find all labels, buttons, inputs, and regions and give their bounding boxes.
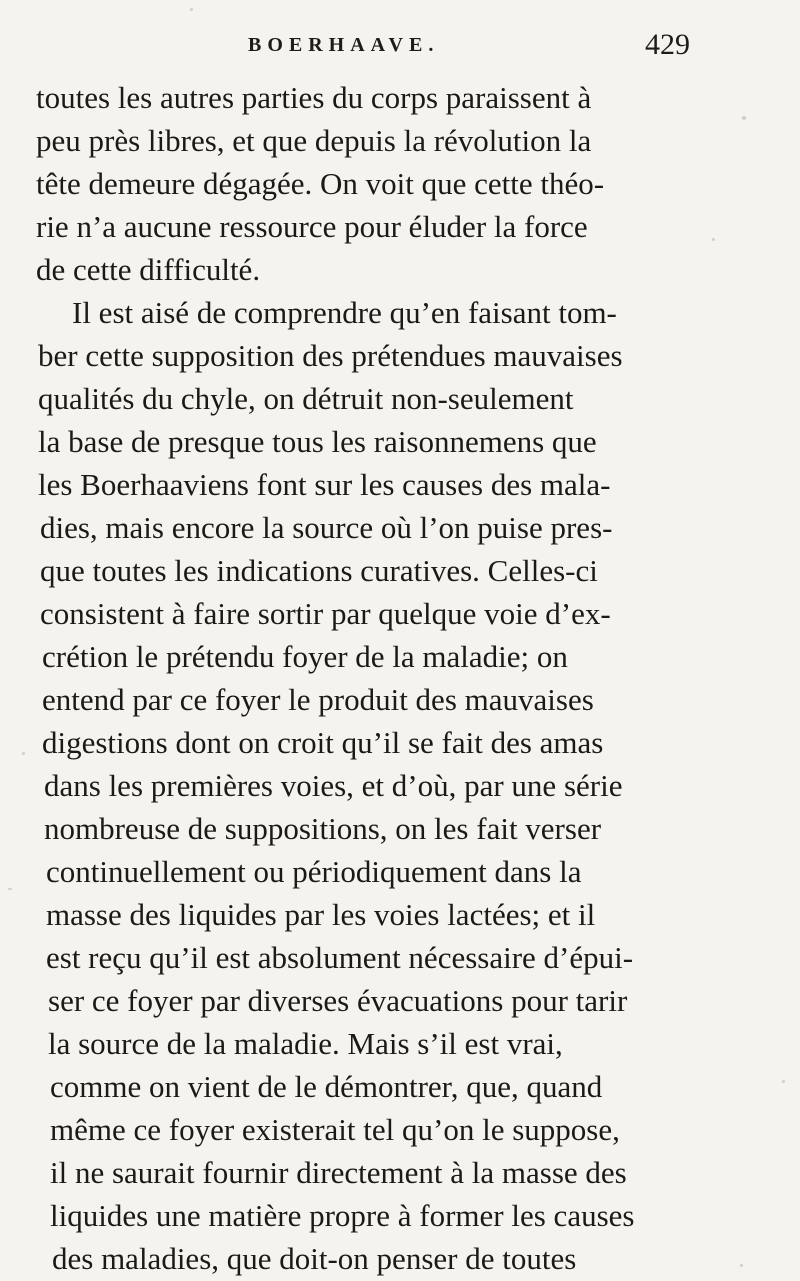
text-line: est reçu qu’il est absolument nécessaire d’épui- — [46, 940, 634, 975]
text-line: les Boerhaaviens font sur les causes des mala- — [38, 467, 611, 502]
running-head: BOERHAAVE. — [248, 34, 440, 56]
text-line: liquides une matière propre à former les causes — [50, 1198, 635, 1233]
text-line: Il est aisé de comprendre qu’en faisant tom- — [72, 295, 617, 330]
paper-speck — [22, 752, 25, 755]
page-number: 429 — [645, 28, 690, 61]
text-line: ser ce foyer par diverses évacuations pour tarir — [48, 983, 628, 1018]
text-line: tête demeure dégagée. On voit que cette théo- — [36, 166, 605, 201]
paper-speck — [190, 8, 193, 11]
paper-speck — [742, 116, 746, 120]
text-line: dies, mais encore la source où l’on puise pres- — [40, 510, 613, 545]
text-line: comme on vient de le démontrer, que, quand — [50, 1069, 603, 1104]
paper-speck — [740, 1264, 743, 1267]
text-line: rie n’a aucune ressource pour éluder la force — [36, 209, 588, 244]
text-line: il ne saurait fournir directement à la masse des — [50, 1155, 627, 1190]
text-line: dans les premières voies, et d’où, par une série — [44, 768, 623, 803]
text-line: consistent à faire sortir par quelque voie d’ex- — [40, 596, 611, 631]
text-line: crétion le prétendu foyer de la maladie; on — [42, 639, 568, 674]
paper-speck — [712, 238, 715, 241]
text-line: entend par ce foyer le produit des mauvaises — [42, 682, 594, 717]
text-line: masse des liquides par les voies lactées; et il — [46, 897, 596, 932]
paper-speck — [782, 1080, 785, 1083]
text-line: des maladies, que doit-on penser de toutes — [52, 1241, 577, 1276]
text-line: de cette difficulté. — [36, 252, 261, 287]
text-line: même ce foyer existerait tel qu’on le suppose, — [50, 1112, 620, 1147]
page-header — [0, 30, 800, 70]
text-line: peu près libres, et que depuis la révolution la — [36, 123, 592, 158]
text-line: la source de la maladie. Mais s’il est vrai, — [48, 1026, 563, 1061]
paper-speck — [8, 888, 12, 890]
text-line: nombreuse de suppositions, on les fait verser — [44, 811, 602, 846]
text-line: continuellement ou périodiquement dans la — [46, 854, 582, 889]
text-line: toutes les autres parties du corps paraissent à — [36, 80, 592, 115]
text-line: que toutes les indications curatives. Celles-ci — [40, 553, 598, 588]
text-line: ber cette supposition des prétendues mauvaises — [38, 338, 623, 373]
text-line: qualités du chyle, on détruit non-seulement — [38, 381, 574, 416]
text-line: la base de presque tous les raisonnemens que — [38, 424, 597, 459]
text-line: digestions dont on croit qu’il se fait des amas — [42, 725, 604, 760]
